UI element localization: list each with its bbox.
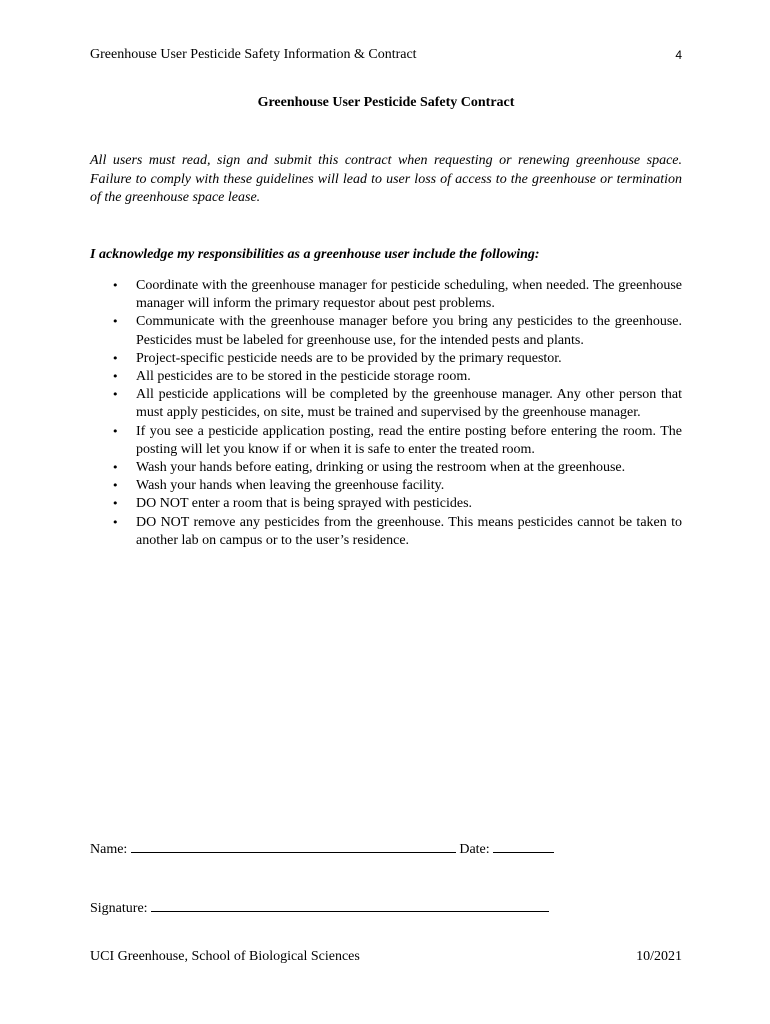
list-item-text: Wash your hands before eating, drinking or using the restroom when at the greenhouse. bbox=[136, 460, 626, 476]
footer-date: 10/2021 bbox=[636, 949, 682, 964]
list-item-text: Communicate with the greenhouse manager before you bring any pesticides to the greenhouse. Pesticides must be labeled for greenhouse use, for the intended pests and plants. bbox=[136, 314, 682, 348]
date-label: Date: bbox=[459, 842, 490, 857]
bullet-icon: • bbox=[112, 315, 119, 329]
signature-label: Signature: bbox=[90, 901, 148, 916]
list-item-text: Wash your hands when leaving the greenhouse facility. bbox=[136, 478, 445, 494]
running-footer bbox=[90, 948, 682, 966]
list-item bbox=[90, 423, 682, 459]
document-title: Greenhouse User Pesticide Safety Contract bbox=[257, 95, 515, 110]
list-item bbox=[90, 477, 682, 495]
list-item-text: All pesticides are to be stored in the pesticide storage room. bbox=[136, 369, 471, 385]
bullet-icon: • bbox=[112, 497, 119, 511]
list-item-text: All pesticide applications will be completed by the greenhouse manager. Any other person that must apply pesticides, on site, must be trained and supervised by the greenhouse manager. bbox=[136, 387, 682, 421]
list-item bbox=[90, 350, 682, 368]
list-item bbox=[90, 386, 682, 422]
name-label: Name: bbox=[90, 842, 128, 857]
list-item bbox=[90, 495, 682, 513]
list-item bbox=[90, 514, 682, 550]
bullet-icon: • bbox=[112, 279, 119, 292]
list-item bbox=[90, 277, 682, 313]
signature-field[interactable] bbox=[151, 897, 549, 912]
list-item-text: If you see a pesticide application posting, read the entire posting before entering the room. The posting will let you know if or when it is safe to enter the treated room. bbox=[136, 423, 682, 457]
running-header bbox=[90, 46, 682, 64]
footer-organization: UCI Greenhouse, School of Biological Sciences bbox=[90, 949, 360, 964]
list-item bbox=[90, 313, 682, 349]
bullet-icon: • bbox=[112, 461, 119, 475]
responsibilities-list bbox=[90, 277, 682, 550]
bullet-icon: • bbox=[112, 424, 119, 438]
list-item-text: Coordinate with the greenhouse manager for pesticide scheduling, when needed. The greenhouse manager will inform the primary requestor about pest problems. bbox=[136, 278, 682, 312]
bullet-icon: • bbox=[112, 351, 119, 365]
name-field[interactable] bbox=[131, 838, 456, 853]
list-item bbox=[90, 368, 682, 386]
bullet-icon: • bbox=[112, 388, 119, 402]
list-item bbox=[90, 459, 682, 477]
intro-paragraph: All users must read, sign and submit this contract when requesting or renewing greenhouse space. Failure to comply with these guidelines will lead to user loss of access to the greenhouse or termination of the greenhouse space lease. bbox=[90, 153, 682, 205]
name-date-row bbox=[90, 838, 554, 859]
signature-row bbox=[90, 897, 549, 918]
bullet-icon: • bbox=[112, 370, 119, 384]
bullet-icon: • bbox=[112, 479, 119, 493]
acknowledgement-heading: I acknowledge my responsibilities as a greenhouse user include the following: bbox=[90, 247, 540, 262]
date-field[interactable] bbox=[493, 838, 554, 853]
running-header-title: Greenhouse User Pesticide Safety Information & Contract bbox=[90, 47, 417, 62]
list-item-text: DO NOT enter a room that is being sprayed with pesticides. bbox=[136, 496, 473, 512]
page-number: 4 bbox=[675, 48, 682, 62]
list-item-text: DO NOT remove any pesticides from the greenhouse. This means pesticides cannot be taken to another lab on campus or to the user’s residence. bbox=[136, 514, 682, 548]
list-item-text: Project-specific pesticide needs are to be provided by the primary requestor. bbox=[136, 350, 562, 366]
bullet-icon: • bbox=[112, 515, 119, 529]
